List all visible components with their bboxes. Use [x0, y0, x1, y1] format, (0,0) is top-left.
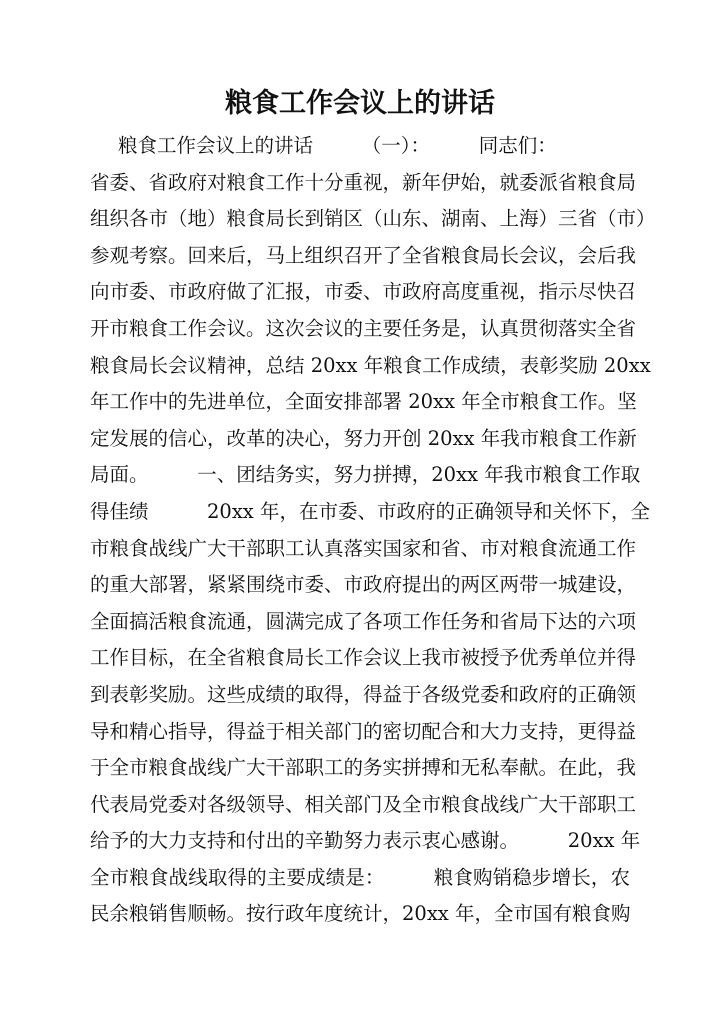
body-line: 年工作中的先进单位，全面安排部署 20xx 年全市粮食工作。坚	[90, 390, 637, 414]
body-line: 粮食工作会议上的讲话 （一）： 同志们：	[118, 134, 557, 157]
body-line: 组织各市（地）粮食局长到销区（山东、湖南、上海）三省（市）	[90, 207, 656, 231]
body-line: 得佳绩 20xx 年，在市委、市政府的正确领导和关怀下，全	[90, 499, 651, 523]
body-line: 局面。 一、团结务实，努力拼搏，20xx 年我市粮食工作取	[90, 463, 641, 487]
body-line: 导和精心指导，得益于相关部门的密切配合和大力支持，更得益	[90, 719, 637, 743]
body-line: 参观考察。回来后，马上组织召开了全省粮食局长会议，会后我	[90, 243, 637, 267]
body-line: 全市粮食战线取得的主要成绩是： 粮食购销稳步增长，农	[90, 865, 630, 889]
body-line: 定发展的信心，改革的决心，努力开创 20xx 年我市粮食工作新	[90, 426, 637, 450]
document-body	[90, 128, 656, 933]
body-line: 省委、省政府对粮食工作十分重视，新年伊始，就委派省粮食局	[90, 170, 637, 194]
body-line: 市粮食战线广大干部职工认真落实国家和省、市对粮食流通工作	[90, 536, 637, 560]
body-line: 的重大部署，紧紧围绕市委、市政府提出的两区两带一城建设，	[90, 573, 637, 597]
body-line: 向市委、市政府做了汇报，市委、市政府高度重视，指示尽快召	[90, 280, 637, 304]
body-line: 民余粮销售顺畅。按行政年度统计，20xx 年，全市国有粮食购	[90, 902, 631, 926]
body-line: 给予的大力支持和付出的辛勤努力表示衷心感谢。 20xx 年	[90, 829, 641, 853]
body-line: 工作目标，在全省粮食局长工作会议上我市被授予优秀单位并得	[90, 646, 637, 670]
body-line: 粮食局长会议精神，总结 20xx 年粮食工作成绩，表彰奖励 20xx	[90, 353, 651, 377]
body-line: 开市粮食工作会议。这次会议的主要任务是，认真贯彻落实全省	[90, 316, 637, 340]
body-line: 全面搞活粮食流通，圆满完成了各项工作任务和省局下达的六项	[90, 609, 637, 633]
body-line: 到表彰奖励。这些成绩的取得，得益于各级党委和政府的正确领	[90, 682, 637, 706]
document-title: 粮食工作会议上的讲话	[225, 88, 495, 119]
body-line: 代表局党委对各级领导、相关部门及全市粮食战线广大干部职工	[90, 792, 637, 816]
body-line: 于全市粮食战线广大干部职工的务实拼搏和无私奉献。在此，我	[90, 756, 637, 780]
